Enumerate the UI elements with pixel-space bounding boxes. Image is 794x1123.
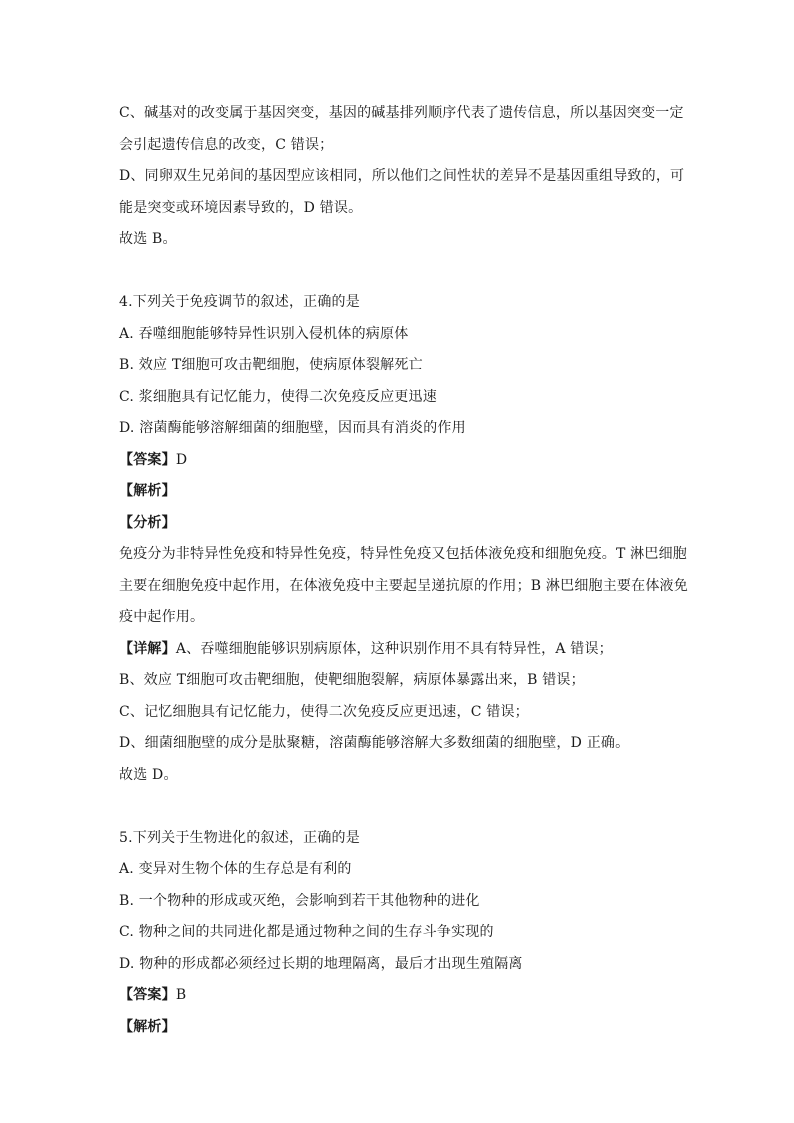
- option-d: D. 溶菌酶能够溶解细菌的细胞壁，因而具有消炎的作用: [119, 420, 466, 436]
- explanation-line: 会引起遗传信息的改变，C 错误；: [119, 136, 334, 153]
- analysis-line: 主要在细胞免疫中起作用，在体液免疫中主要起呈递抗原的作用；B 淋巴细胞主要在体液免: [119, 577, 688, 594]
- explain-tag: 【解析】: [119, 483, 176, 499]
- spacer: [119, 256, 679, 288]
- conclusion-line: 故选 B。: [119, 231, 177, 247]
- option-c: C. 物种之间的共同进化都是通过物种之间的生存斗争实现的: [119, 924, 494, 940]
- option-c: C. 浆细胞具有记忆能力，使得二次免疫反应更迅速: [119, 388, 437, 405]
- explanation-line: D、同卵双生兄弟间的基因型应该相同，所以他们之间性状的差异不是基因重组导致的，可: [119, 168, 685, 184]
- conclusion-line: 故选 D。: [119, 766, 178, 783]
- option-b: B. 效应 T细胞可攻击靶细胞，使病原体裂解死亡: [119, 357, 423, 373]
- option-a: A. 变异对生物个体的生存总是有利的: [119, 861, 352, 877]
- explain-tag: 【解析】: [119, 1018, 176, 1035]
- answer-tag: 【答案】: [119, 451, 176, 468]
- option-a: A. 吞噬细胞能够特异性识别入侵机体的病原体: [119, 325, 409, 342]
- explanation-line: C、碱基对的改变属于基因突变，基因的碱基排列顺序代表了遗传信息，所以基因突变一定: [119, 105, 684, 121]
- detail-line: D、细菌细胞壁的成分是肽聚糖，溶菌酶能够溶解大多数细菌的细胞壁，D 正确。: [119, 735, 630, 751]
- answer-line: [119, 980, 679, 1012]
- explanation-line: 能是突变或环境因素导致的，D 错误。: [119, 199, 363, 216]
- option-d: D. 物种的形成都必须经过长期的地理隔离，最后才出现生殖隔离: [119, 955, 523, 972]
- spacer: [119, 791, 679, 823]
- answer-value: B: [175, 987, 187, 1003]
- answer-tag: 【答案】: [119, 987, 176, 1003]
- question-stem: 5.下列关于生物进化的叙述，正确的是: [119, 829, 360, 846]
- question-stem: 4.下列关于免疫调节的叙述，正确的是: [119, 294, 360, 310]
- detail-text: A、吞噬细胞能够识别病原体，这种识别作用不具有特异性，A 错误；: [175, 640, 613, 657]
- detail-line: [119, 634, 679, 666]
- document-page: [119, 98, 688, 1043]
- detail-tag: 【详解】: [119, 640, 176, 657]
- analysis-tag: 【分析】: [119, 514, 176, 531]
- answer-line: [119, 445, 679, 477]
- detail-line: C、记忆细胞具有记忆能力，使得二次免疫反应更迅速，C 错误；: [119, 703, 529, 720]
- detail-line: B、效应 T细胞可攻击靶细胞，使靶细胞裂解，病原体暴露出来，B 错误；: [119, 672, 585, 688]
- analysis-line: 疫中起作用。: [119, 609, 205, 625]
- analysis-line: 免疫分为非特异性免疫和特异性免疫，特异性免疫又包括体液免疫和细胞免疫。T 淋巴细胞: [119, 546, 687, 562]
- answer-value: D: [175, 451, 188, 468]
- option-b: B. 一个物种的形成或灭绝，会影响到若干其他物种的进化: [119, 892, 480, 909]
